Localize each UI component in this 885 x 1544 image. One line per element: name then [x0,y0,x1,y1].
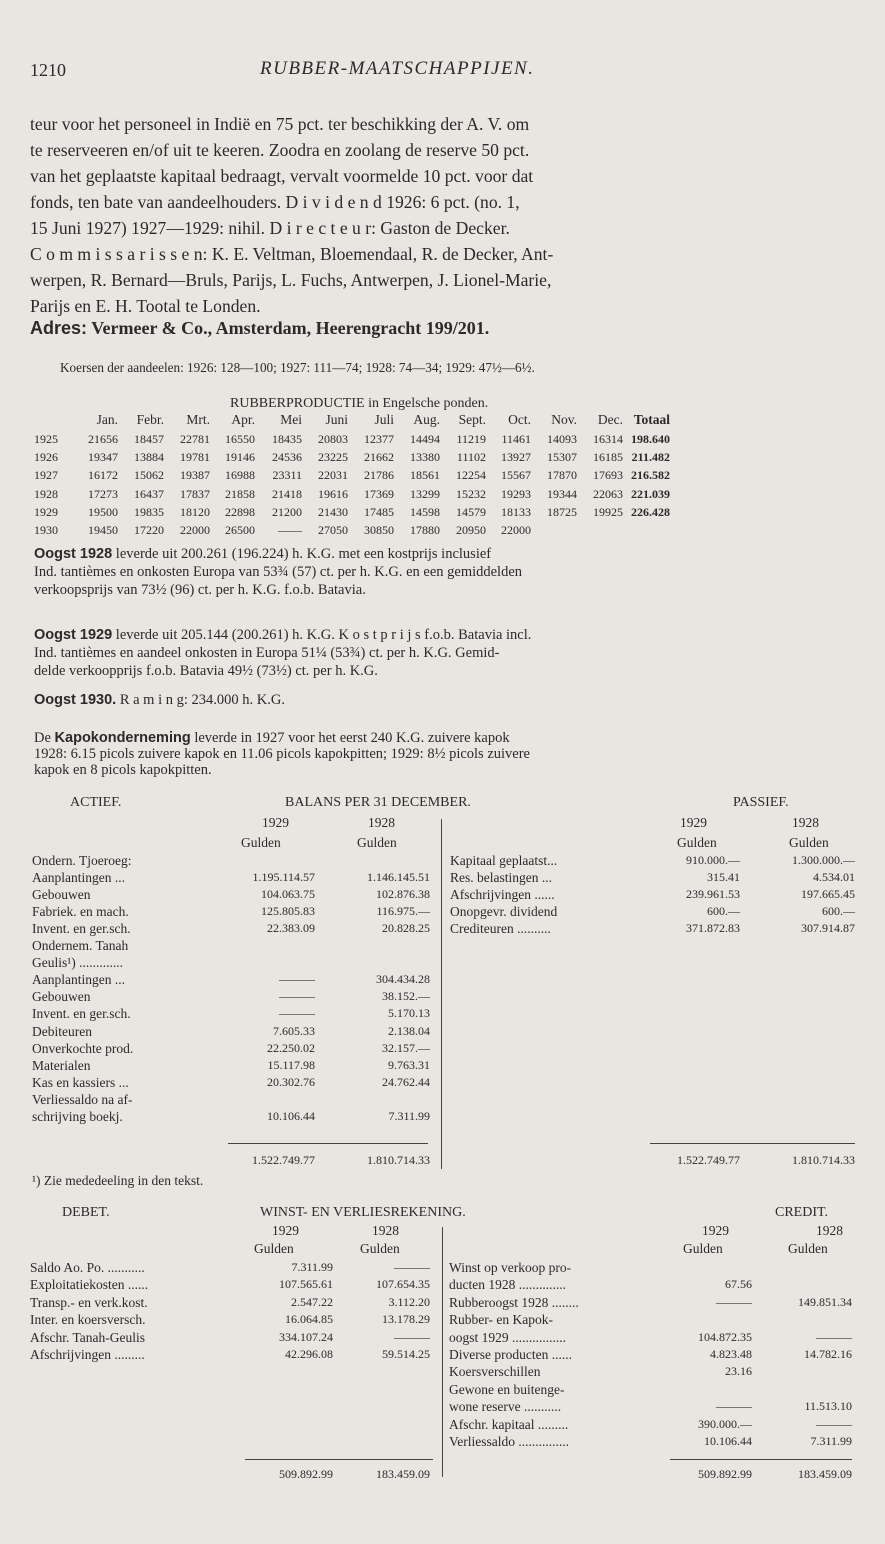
table-cell: 32.157.— [382,1040,430,1055]
table-cell: 1.195.114.57 [252,870,315,885]
oogst-label: Oogst 1929 [34,627,113,643]
table-cell: 4.534.01 [813,870,855,885]
table-cell: 11.513.10 [804,1399,852,1414]
table-cell: 13380 [410,450,440,465]
table-cell: 3.112.20 [388,1294,430,1309]
table-cell: —— [278,523,302,537]
table-cell: 216.582 [631,468,670,483]
commissarissen-line: K. E. Veltman, Bloemendaal, R. de Decker, Ant- [211,244,554,264]
table-cell: 125.805.83 [261,904,315,919]
table-cell: 38.152.— [382,989,430,1004]
row-year: 1928 [34,486,58,501]
table-cell: 7.311.99 [388,1108,430,1123]
section-title: ACTIEF. [70,795,122,810]
column-header: Juli [374,412,394,427]
table-cell: 21786 [364,468,394,483]
text-span: R a m i n g: 234.000 h. K.G. [119,692,285,708]
table-cell: 21200 [272,504,302,519]
table-cell: 15062 [134,468,164,483]
table-cell: 9.763.31 [388,1057,430,1072]
table-cell: ——— [279,1006,315,1021]
table-cell: 4.823.48 [710,1347,752,1361]
table-cell: 22000 [180,523,210,537]
table-cell: 22.383.09 [267,921,315,936]
row-label: Res. belastingen ... [450,870,552,886]
table-cell: 23225 [318,450,348,465]
table-cell: 22.250.02 [267,1040,315,1055]
column-header: Oct. [508,412,531,427]
table-cell: 13.178.29 [382,1312,430,1327]
table-cell: 19344 [547,486,577,501]
table-cell: 18457 [134,432,164,446]
table-cell: 910.000.— [686,853,740,867]
table-cell: 16988 [225,468,255,483]
row-label: Rubber- en Kapok- [449,1312,553,1328]
table-cell: 390.000.— [698,1416,752,1431]
row-label: Gebouwen [32,989,91,1005]
table-cell: 21858 [225,486,255,501]
total-cell: 1.522.749.77 [252,1153,315,1167]
balans-table [0,795,885,1195]
row-year: 1926 [34,450,58,465]
text-span: De [34,730,51,746]
table-cell: 10.106.44 [704,1434,752,1448]
column-divider [442,1227,443,1477]
table-cell: ——— [816,1416,852,1431]
table-cell: 226.428 [631,504,670,519]
column-header: 1929 [680,815,707,830]
total-cell: 509.892.99 [698,1467,752,1481]
section-title: BALANS PER 31 DECEMBER. [285,795,471,810]
oogst-1928 [34,545,522,599]
text-line: te reserveeren en/of uit te keeren. Zoodra en zoolang de reserve 50 pct. [30,140,530,160]
table-cell: 600.— [822,904,855,919]
table-cell: 16172 [88,468,118,483]
table-cell: 19293 [501,486,531,501]
row-label: Onverkochte prod. [32,1040,134,1056]
table-cell: 334.107.24 [279,1329,333,1344]
row-label: Afschrijvingen ......... [30,1347,145,1362]
total-cell: 509.892.99 [279,1467,333,1481]
table-cell: 18435 [272,432,302,446]
column-header: Gulden [789,835,829,850]
oogst-1929 [34,626,531,680]
table-cell: 12377 [364,432,394,446]
text-span: 15 Juni 1927) 1927—1929: nihil. [30,218,266,238]
koersen-line: Koersen der aandeelen: 1926: 128—100; 1927: 111—74; 1928: 74—34; 1929: 47½—6½. [60,360,535,375]
table-cell: 16314 [593,432,623,446]
row-label: Ondernem. Tanah [32,938,129,954]
table-cell: 17880 [410,523,440,537]
table-cell: ——— [716,1399,752,1414]
table-cell: 21656 [88,432,118,446]
row-label: Onopgevr. dividend [450,904,558,920]
table-cell: 14598 [410,504,440,519]
table-cell: 21418 [272,486,302,501]
column-divider [441,819,442,1169]
table-cell: 20803 [318,432,348,446]
production-table [0,412,885,537]
row-label: Transp.- en verk.kost. [30,1294,148,1310]
column-header: 1929 [272,1223,299,1238]
table-cell: 15232 [456,486,486,501]
table-cell: 19146 [225,450,255,465]
table-cell: 15567 [501,468,531,483]
table-cell: 16550 [225,432,255,446]
text-span: fonds, ten bate van aandeelhouders. [30,192,282,212]
table-cell: 17837 [180,486,210,501]
table-cell: 14494 [410,432,440,446]
directeur-name: Gaston de Decker. [380,218,510,238]
column-header: Totaal [633,412,670,427]
row-label: ducten 1928 .............. [449,1277,566,1293]
total-rule [670,1459,852,1460]
column-header: Aug. [413,412,440,427]
table-cell: 42.296.08 [285,1347,333,1361]
text-span: leverde in 1927 voor het eerst 240 K.G. zuivere kapok [194,730,510,746]
oogst-1930 [34,692,285,709]
table-cell: 12254 [456,468,486,483]
row-label: Verliessaldo ............... [449,1434,569,1449]
table-cell: 22031 [318,468,348,483]
row-label: Kas en kassiers ... [32,1074,129,1090]
row-label: Gewone en buitenge- [449,1381,565,1397]
row-label: Winst op verkoop pro- [449,1260,572,1275]
table-cell: 13927 [501,450,531,465]
row-year: 1930 [34,523,58,537]
winst-verlies-table [0,1205,885,1495]
table-cell: 104.063.75 [261,887,315,902]
total-cell: 1.810.714.33 [792,1153,855,1167]
table-cell: 30850 [364,523,394,537]
column-header: Nov. [551,412,577,427]
table-cell: 16.064.85 [285,1312,333,1327]
column-header: Gulden [677,835,717,850]
text-line [34,730,530,746]
table-cell: 7.311.99 [810,1434,852,1448]
total-cell: 183.459.09 [376,1467,430,1481]
table-cell: 304.434.28 [376,972,430,987]
table-cell: 19450 [88,523,118,537]
column-header: Gulden [254,1241,294,1256]
row-label: Invent. en ger.sch. [32,1006,131,1022]
table-cell: 17693 [593,468,623,483]
section-title: PASSIEF. [733,795,789,810]
table-cell: 149.851.34 [798,1294,852,1309]
text-line: kapok en 8 picols kapokpitten. [34,762,212,778]
table-cell: ——— [394,1260,430,1274]
text-line [30,241,865,267]
table-cell: 1.146.145.51 [367,870,430,885]
intro-paragraph [30,111,865,319]
table-cell: 14.782.16 [804,1347,852,1361]
section-title: DEBET. [62,1205,110,1220]
column-header: Gulden [788,1241,828,1256]
dividend-text: 1926: 6 pct. (no. 1, [386,192,520,212]
column-header: 1929 [262,815,289,830]
column-header: 1929 [702,1223,729,1238]
column-header: Sept. [458,412,486,427]
table-cell: 11102 [456,450,486,465]
table-cell: 18561 [410,468,440,483]
table-cell: ——— [279,989,315,1004]
column-header: Gulden [683,1241,723,1256]
table-cell: 7.605.33 [273,1023,315,1038]
table-cell: 211.482 [631,450,670,465]
table-cell: 10.106.44 [267,1108,315,1123]
column-header: Febr. [136,412,164,427]
column-header: Dec. [597,412,623,427]
table-cell: 315.41 [707,870,740,885]
table-cell: 221.039 [631,486,670,501]
production-title: RUBBERPRODUCTIE in Engelsche ponden. [230,396,489,411]
table-cell: 22063 [593,486,623,501]
column-header: Juni [325,412,348,427]
column-header: Gulden [360,1241,400,1256]
table-cell: 22781 [180,432,210,446]
total-cell: 1.522.749.77 [677,1153,740,1167]
text-line: delde verkoopprijs f.o.b. Batavia 49½ (73½) ct. per h. K.G. [34,663,378,679]
table-cell: 19500 [88,504,118,519]
row-label: Gebouwen [32,887,91,903]
table-cell: 2.138.04 [388,1023,430,1038]
page-number: 1210 [30,60,66,80]
text-line: teur voor het personeel in Indië en 75 pct. ter beschikking der A. V. om [30,114,530,134]
table-cell: 19781 [180,450,210,465]
table-cell: 5.170.13 [388,1006,430,1021]
table-cell: 24536 [272,450,302,465]
row-label: Aanplantingen ... [32,870,125,886]
table-cell: 600.— [707,904,740,919]
table-cell: 20950 [456,523,486,537]
row-label: Crediteuren .......... [450,921,551,937]
column-header: Mrt. [186,412,210,427]
table-cell: 17870 [547,468,577,483]
row-label: Verliessaldo na af- [32,1091,133,1107]
row-label: Geulis¹) ............. [32,955,124,971]
table-cell: 19387 [180,468,210,483]
table-cell: 14579 [456,504,486,519]
table-cell: 67.56 [725,1277,752,1292]
oogst-label: Oogst 1928 [34,546,113,562]
table-cell: 19925 [593,504,623,519]
table-cell: 16185 [593,450,623,465]
table-cell: 19347 [88,450,118,465]
row-year: 1929 [34,504,58,519]
oogst-label: Oogst 1930. [34,692,117,708]
kapok-label: Kapokonderneming [54,730,191,746]
row-label: schrijving boekj. [32,1108,123,1124]
table-cell: 22898 [225,504,255,519]
table-cell: ——— [716,1294,752,1309]
table-cell: 26500 [225,523,255,537]
text-line [30,215,865,241]
section-title: WINST- EN VERLIESREKENING. [260,1205,466,1220]
running-title: RUBBER-MAATSCHAPPIJEN. [260,58,535,79]
table-cell: 17369 [364,486,394,501]
table-cell: 20.302.76 [267,1074,315,1089]
table-cell: 15.117.98 [267,1057,315,1072]
table-cell: 11461 [501,432,531,446]
table-cell: 17273 [88,486,118,501]
total-cell: 1.810.714.33 [367,1153,430,1167]
table-cell: 107.565.61 [279,1277,333,1292]
row-year: 1925 [34,432,58,446]
row-label: Afschr. Tanah-Geulis [30,1329,146,1345]
text-line [34,626,531,644]
column-header: 1928 [368,815,395,830]
column-header: 1928 [792,815,819,830]
dividend-label: D i v i d e n d [285,192,382,212]
row-year: 1927 [34,468,58,483]
table-cell: 18725 [547,504,577,519]
row-label: wone reserve ........... [449,1399,562,1415]
table-cell: 307.914.87 [801,921,855,936]
table-cell: 102.876.38 [376,887,430,902]
table-cell: 17485 [364,504,394,519]
adres-line [30,318,489,339]
column-header: Mei [280,412,302,427]
table-cell: 17220 [134,523,164,537]
row-label: Diverse producten ...... [449,1347,572,1362]
table-cell: ——— [279,972,315,987]
text-line: werpen, R. Bernard—Bruls, Parijs, L. Fuchs, Antwerpen, J. Lionel-Marie, [30,270,552,290]
text-line [34,545,522,563]
table-cell: 197.665.45 [801,887,855,902]
column-header: 1928 [816,1223,843,1238]
table-cell: ——— [816,1329,852,1344]
row-label: oogst 1929 ................ [449,1329,567,1345]
table-cell: 20.828.25 [382,921,430,936]
table-cell: 13299 [410,486,440,501]
row-label: Materialen [32,1057,91,1073]
row-label: Inter. en koersversch. [30,1312,146,1328]
adres-text: Vermeer & Co., Amsterdam, Heerengracht 199/201. [91,318,490,338]
total-cell: 183.459.09 [798,1467,852,1481]
text-line: verkoopsprijs van 73½ (96) ct. per h. K.G. f.o.b. Batavia. [34,582,366,598]
total-rule [228,1143,428,1144]
text-line: Ind. tantièmes en aandeel onkosten in Europa 51¼ (53¾) ct. per h. K.G. Gemid- [34,645,500,661]
table-cell: 2.547.22 [291,1294,333,1309]
row-label: Aanplantingen ... [32,972,125,988]
table-cell: 18133 [501,504,531,519]
table-cell: 23311 [272,468,302,483]
row-label: Saldo Ao. Po. ........... [30,1260,145,1275]
row-label: Rubberoogst 1928 ........ [449,1294,579,1310]
column-header: Gulden [357,835,397,850]
table-cell: 239.961.53 [686,887,740,902]
table-cell: 19835 [134,504,164,519]
row-label: Exploitatiekosten ...... [30,1277,149,1293]
table-cell: 104.872.35 [698,1329,752,1344]
text-span: leverde uit 205.144 (200.261) h. K.G. K o s t p r i j s f.o.b. Batavia incl. [115,627,532,643]
table-cell: 19616 [318,486,348,501]
text-line: Ind. tantièmes en onkosten Europa van 53¾ (57) ct. per h. K.G. en een gemiddelden [34,564,523,580]
table-cell: ——— [394,1329,430,1344]
text-line: 1928: 6.15 picols zuivere kapok en 11.06 picols kapokpitten; 1929: 8½ picols zuivere [34,746,530,762]
column-header: Apr. [231,412,255,427]
table-cell: 21662 [364,450,394,465]
row-label: Debiteuren [32,1023,92,1039]
table-cell: 18120 [180,504,210,519]
section-title: CREDIT. [775,1205,829,1220]
directeur-label: D i r e c t e u r: [269,218,376,238]
table-cell: 13884 [134,450,164,465]
row-label: Afschrijvingen ...... [450,887,555,903]
table-cell: 198.640 [631,432,670,446]
table-cell: 1.300.000.— [792,853,855,867]
adres-label: Adres: [30,318,88,338]
table-cell: 371.872.83 [686,921,740,936]
row-label: Fabriek. en mach. [32,904,129,920]
table-cell: 22000 [501,523,531,537]
row-label: Invent. en ger.sch. [32,921,131,937]
footnote: ¹) Zie mededeeling in den tekst. [32,1173,204,1188]
table-cell: 11219 [456,432,486,446]
table-cell: 14093 [547,432,577,446]
text-line: Parijs en E. H. Tootal te Londen. [30,296,261,316]
table-cell: 27050 [318,523,348,537]
commissarissen-label: C o m m i s s a r i s s e n: [30,244,208,264]
table-cell: 59.514.25 [382,1347,430,1361]
table-cell: 7.311.99 [291,1260,333,1274]
table-cell: 23.16 [725,1364,752,1379]
column-header: Gulden [241,835,281,850]
table-cell: 107.654.35 [376,1277,430,1292]
table-cell: 21430 [318,504,348,519]
row-label: Kapitaal geplaatst... [450,853,558,868]
text-line [30,189,865,215]
row-label: Ondern. Tjoeroeg: [32,853,132,868]
total-rule [245,1459,433,1460]
table-cell: 15307 [547,450,577,465]
column-header: Jan. [96,412,118,427]
kapok-paragraph [34,730,530,778]
total-rule [650,1143,855,1144]
table-cell: 16437 [134,486,164,501]
text-span: leverde uit 200.261 (196.224) h. K.G. met een kostprijs inclusief [115,546,492,562]
row-label: Afschr. kapitaal ......... [449,1416,569,1432]
text-line: van het geplaatste kapitaal bedraagt, vervalt voormelde 10 pct. voor dat [30,166,534,186]
table-cell: 24.762.44 [382,1074,430,1089]
table-cell: 116.975.— [376,904,430,919]
row-label: Koersverschillen [449,1364,541,1380]
column-header: 1928 [372,1223,399,1238]
